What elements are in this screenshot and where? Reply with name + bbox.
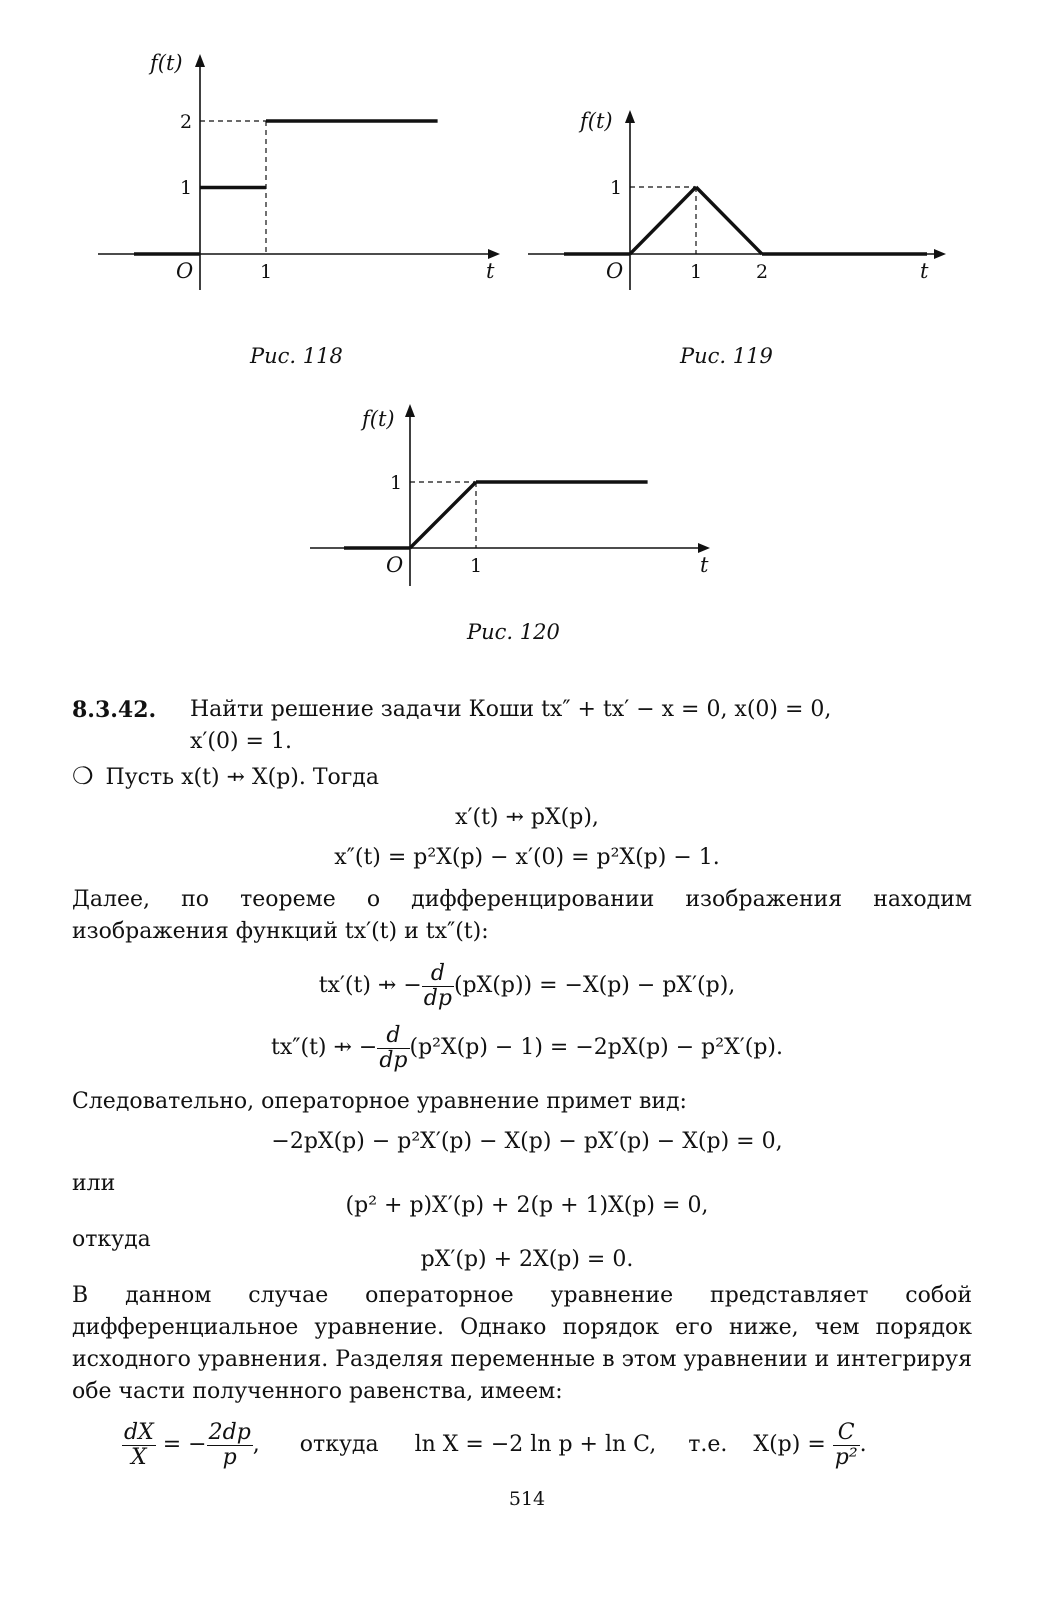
fraction-denominator: X: [131, 1444, 147, 1470]
graph-segment: [696, 187, 762, 254]
equation-2: x″(t) = p²X(p) − x′(0) = p²X(p) − 1.: [334, 845, 720, 870]
y-axis-label: f(t): [150, 51, 183, 75]
equation-4-left: tx″(t) ⇸ −: [271, 1035, 378, 1060]
equation-8-comma: ,: [252, 1432, 260, 1457]
solution-intro: [72, 760, 379, 794]
equation-8: [122, 1418, 867, 1472]
x-tick-label: 1: [260, 261, 273, 283]
problem-number: [72, 694, 156, 727]
equation-3-left: tx′(t) ⇸ −: [318, 973, 422, 998]
solution-start-marker-icon: ❍: [72, 762, 94, 790]
problem-number-text: 8.3.42.: [72, 697, 157, 723]
fraction-d-dp: [377, 1024, 409, 1073]
word-otkuda: откуда: [72, 1227, 151, 1252]
y-tick-label: 1: [610, 177, 623, 199]
equation-4: [0, 1022, 1054, 1074]
x-axis-label: t: [700, 553, 709, 577]
y-axis-arrow: [625, 110, 635, 123]
fraction-numerator: d: [377, 1024, 409, 1049]
x-axis-label: t: [920, 259, 929, 283]
paragraph-3: В данном случае операторное уравнение представляет собой дифференциальное уравнение. Однако порядок его ниже, чем порядок исходного уравнения. Разделяя переменные в этом уравнении и интегрируя обе части полученного равенства, имеем:: [72, 1283, 973, 1404]
x-axis-arrow: [934, 249, 946, 259]
paragraph-2: Следовательно, операторное уравнение примет вид:: [72, 1089, 687, 1114]
x-axis-arrow: [488, 249, 500, 259]
y-axis-label: f(t): [580, 109, 613, 133]
equation-3-right: (pX(p)) = −X(p) − pX′(p),: [453, 973, 736, 998]
y-axis-arrow: [195, 54, 205, 67]
figure-118-caption: Рис. 118: [250, 344, 343, 368]
page-number: 514: [508, 1488, 546, 1510]
fraction-C-p2: [833, 1421, 860, 1470]
graph-segment: [410, 482, 476, 548]
x-axis-arrow: [698, 543, 710, 553]
problem-statement-line2: x′(0) = 1.: [190, 729, 292, 754]
figure-119-caption: Рис. 119: [680, 344, 773, 368]
equation-8-te: т.е.: [688, 1432, 728, 1457]
fraction-denominator: p²: [834, 1444, 858, 1470]
y-tick-label: 1: [180, 177, 193, 199]
y-tick-label: 2: [180, 111, 193, 133]
fraction-denominator: dp: [379, 1047, 408, 1073]
equation-6: (p² + p)X′(p) + 2(p + 1)X(p) = 0,: [345, 1193, 709, 1218]
fraction-numerator: C: [833, 1421, 860, 1446]
equation-8-X: X(p) =: [753, 1432, 826, 1457]
y-axis-arrow: [405, 404, 415, 417]
problem-statement-line1: Найти решение задачи Коши tx″ + tx′ − x = 0, x(0) = 0,: [190, 697, 832, 722]
fraction-d-dp: [422, 962, 454, 1011]
x-tick-label: 1: [470, 555, 483, 577]
equation-8-ln: ln X = −2 ln p + ln C,: [414, 1432, 657, 1457]
solution-intro-text: Пусть x(t) ⇸ X(p). Тогда: [105, 765, 379, 790]
y-tick-label: 1: [390, 472, 403, 494]
figure-120: [300, 396, 730, 616]
x-tick-label: 2: [756, 261, 769, 283]
equation-7: pX′(p) + 2X(p) = 0.: [420, 1247, 634, 1272]
fraction-denominator: p: [222, 1444, 237, 1470]
figure-118: [90, 40, 520, 340]
equation-4-right: (p²X(p) − 1) = −2pX(p) − p²X′(p).: [409, 1035, 783, 1060]
fraction-2dp-p: [207, 1421, 253, 1470]
figure-119: [520, 100, 960, 340]
x-tick-label: 1: [690, 261, 703, 283]
equation-8-otkuda: откуда: [299, 1432, 379, 1457]
y-axis-label: f(t): [362, 407, 395, 431]
equation-1: x′(t) ⇸ pX(p),: [455, 805, 599, 830]
figure-120-caption: Рис. 120: [467, 620, 560, 644]
equation-5: −2pX(p) − p²X′(p) − X(p) − pX′(p) − X(p) = 0,: [271, 1129, 783, 1154]
origin-label: O: [386, 553, 404, 577]
equation-8-sign: = −: [162, 1432, 207, 1457]
origin-label: O: [176, 259, 194, 283]
fraction-numerator: 2dp: [208, 1419, 251, 1445]
word-ili: или: [72, 1171, 116, 1196]
fraction-denominator: dp: [423, 985, 452, 1011]
fraction-numerator: dX: [124, 1419, 154, 1445]
equation-8-end: .: [859, 1432, 867, 1457]
fraction-dX-X: [122, 1421, 156, 1470]
x-axis-label: t: [486, 259, 495, 283]
origin-label: O: [606, 259, 624, 283]
equation-3: [0, 960, 1054, 1012]
fraction-numerator: d: [422, 962, 454, 987]
paragraph-1: Далее, по теореме о дифференцировании изображения находим изображения функций tx′(t) и tx″(t):: [72, 887, 972, 944]
graph-segment: [630, 187, 696, 254]
